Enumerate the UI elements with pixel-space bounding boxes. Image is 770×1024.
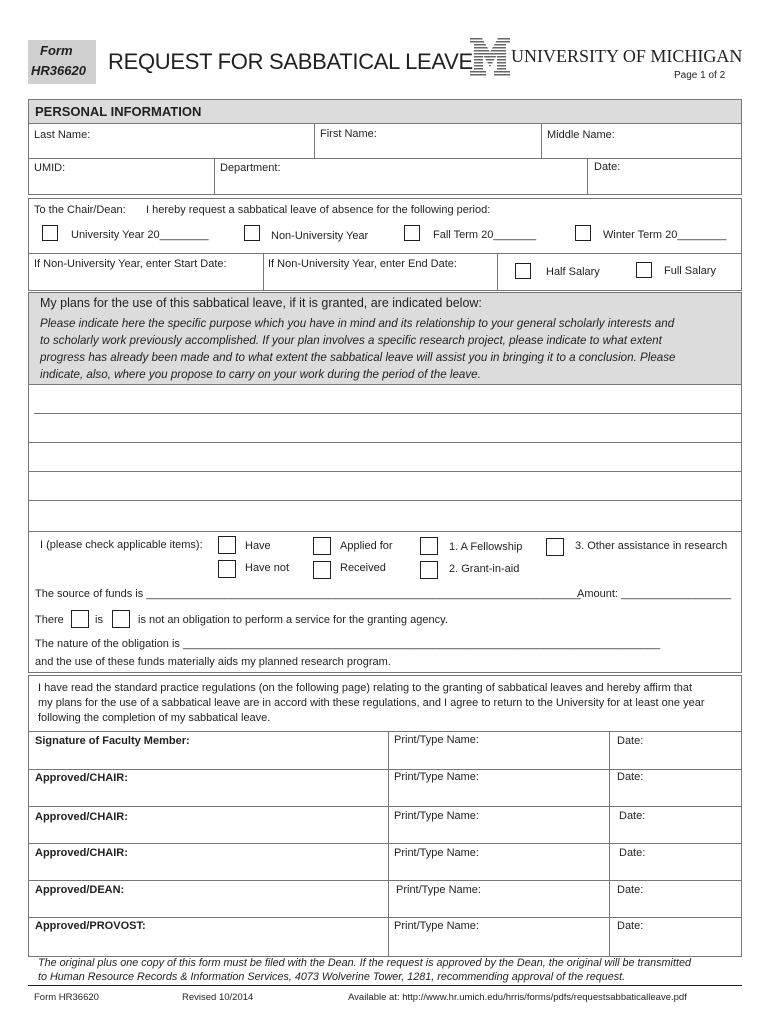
chair-signature-field[interactable] (29, 770, 387, 805)
date-label: Date: (594, 161, 621, 173)
winter-term-label: Winter Term 20________ (603, 229, 727, 241)
first-name-field[interactable] (315, 124, 540, 157)
full-salary-checkbox[interactable] (636, 262, 652, 278)
received-checkbox[interactable] (313, 561, 331, 579)
university-name: UNIVERSITY OF MICHIGAN (511, 46, 743, 66)
date-field[interactable] (588, 159, 741, 194)
have-not-checkbox[interactable] (218, 560, 236, 578)
personal-info-heading: PERSONAL INFORMATION (35, 104, 202, 119)
university-year-label: University Year 20________ (71, 229, 209, 241)
affirmation-text: following the completion of my sabbatical leave. (38, 712, 271, 724)
fellowship-checkbox[interactable] (420, 537, 438, 555)
other-assistance-label: 3. Other assistance in research (575, 540, 728, 552)
print-name-label: Print/Type Name: (394, 920, 479, 932)
applied-for-label: Applied for (340, 540, 393, 552)
filing-note: The original plus one copy of this form must be filed with the Dean. If the request is approved by the Dean, the original will be transmitted (38, 957, 691, 969)
footer-url[interactable]: Available at: http://www.hr.umich.edu/hrris/forms/pdfs/requestsabbaticalleave.pdf (348, 992, 687, 1003)
plans-instructions: to scholarly work previously accomplished. If your plan involves a specific research project, please indicate to what extent (40, 334, 662, 347)
print-name-label: Print/Type Name: (396, 884, 481, 896)
faculty-signature-label: Signature of Faculty Member: (35, 735, 190, 747)
provost-signature-field[interactable] (29, 918, 387, 956)
there-is-not-checkbox[interactable] (112, 610, 130, 628)
page-indicator: Page 1 of 2 (674, 70, 726, 81)
last-name-label: Last Name: (34, 129, 91, 141)
filing-note: to Human Resource Records & Information Services, 4073 Wolverine Tower, 1281, recommending approval of the request. (38, 971, 626, 983)
fellowship-label: 1. A Fellowship (449, 541, 523, 553)
col-divider (497, 253, 498, 291)
start-date-label: If Non-University Year, enter Start Date: (34, 258, 227, 270)
funding-section (28, 532, 742, 673)
have-label: Have (245, 540, 271, 552)
have-not-label: Have not (245, 562, 290, 574)
last-name-field[interactable] (29, 124, 313, 157)
umid-label: UMID: (34, 162, 66, 174)
non-university-year-checkbox[interactable] (244, 225, 260, 241)
grant-label: 2. Grant-in-aid (449, 563, 520, 575)
print-name-label: Print/Type Name: (394, 734, 479, 746)
writing-line (28, 500, 742, 501)
form-number: HR36620 (31, 63, 86, 78)
have-checkbox[interactable] (218, 536, 236, 554)
col-divider (609, 731, 610, 957)
use-of-funds-text: and the use of these funds materially aids my planned research program. (35, 656, 391, 668)
fall-term-checkbox[interactable] (404, 225, 420, 241)
start-date-field[interactable] (29, 254, 262, 290)
department-label: Department: (220, 162, 281, 174)
page-title: REQUEST FOR SABBATICAL LEAVE (108, 49, 473, 74)
chair-approval-label: Approved/CHAIR: (35, 772, 128, 784)
university-logo (470, 38, 510, 76)
fall-term-label: Fall Term 20_______ (433, 229, 537, 241)
print-name-label: Print/Type Name: (394, 847, 479, 859)
date-label: Date: (617, 884, 644, 896)
plans-heading: My plans for the use of this sabbatical leave, if it is granted, are indicated below: (40, 296, 482, 310)
plans-text-area[interactable] (29, 385, 741, 531)
provost-approval-label: Approved/PROVOST: (35, 920, 146, 932)
full-salary-label: Full Salary (664, 265, 716, 277)
chair-signature-field[interactable] (29, 807, 387, 842)
other-assistance-checkbox[interactable] (546, 538, 564, 556)
check-items-label: I (please check applicable items): (40, 539, 203, 551)
writing-line (28, 471, 742, 472)
grant-checkbox[interactable] (420, 561, 438, 579)
winter-term-checkbox[interactable] (575, 225, 591, 241)
col-divider (388, 731, 389, 957)
nature-of-obligation[interactable]: The nature of the obligation is ______________________________________________________________________________ (35, 638, 661, 650)
end-date-field[interactable] (264, 254, 496, 290)
half-salary-checkbox[interactable] (515, 263, 531, 279)
to-chair-label: To the Chair/Dean: (34, 204, 126, 216)
department-field[interactable] (215, 159, 586, 194)
source-of-funds[interactable]: The source of funds is _______________________________________________________________________ (35, 588, 581, 600)
date-label: Date: (619, 810, 646, 822)
university-year-checkbox[interactable] (42, 225, 58, 241)
amount-field[interactable]: Amount: __________________ (577, 588, 732, 600)
is-label: is (95, 614, 103, 626)
obligation-text: is not an obligation to perform a service for the granting agency. (138, 614, 448, 626)
middle-name-field[interactable] (542, 124, 741, 157)
date-label: Date: (617, 735, 644, 747)
date-label: Date: (617, 920, 644, 932)
chair-signature-field[interactable] (29, 844, 387, 879)
umid-field[interactable] (29, 159, 213, 194)
middle-name-label: Middle Name: (547, 129, 615, 141)
dean-signature-field[interactable] (29, 881, 387, 916)
footer-revised: Revised 10/2014 (182, 992, 254, 1003)
writing-line (28, 442, 742, 443)
form-label: Form (40, 43, 73, 58)
footer-form-number: Form HR36620 (34, 992, 99, 1003)
half-salary-label: Half Salary (546, 266, 600, 278)
end-date-label: If Non-University Year, enter End Date: (268, 258, 457, 270)
dean-approval-label: Approved/DEAN: (35, 884, 125, 896)
chair-approval-label: Approved/CHAIR: (35, 847, 128, 859)
non-university-year-label: Non-University Year (271, 230, 369, 242)
request-text: I hereby request a sabbatical leave of absence for the following period: (146, 204, 491, 216)
plans-instructions: indicate, also, where you propose to carry on your work during the period of the leave. (40, 368, 481, 381)
there-label: There (35, 614, 64, 626)
writing-line (34, 413, 742, 414)
plans-instructions: progress has already been made and to what extent the sabbatical leave will assist you in bringing it to a conclusion. Please (40, 351, 676, 364)
there-is-checkbox[interactable] (71, 610, 89, 628)
applied-for-checkbox[interactable] (313, 537, 331, 555)
received-label: Received (340, 562, 386, 574)
print-name-label: Print/Type Name: (394, 771, 479, 783)
plans-instructions: Please indicate here the specific purpose which you have in mind and its relationship to your general scholarly interests and (40, 317, 675, 330)
footer-divider (28, 985, 742, 986)
date-label: Date: (617, 771, 644, 783)
chair-approval-label: Approved/CHAIR: (35, 811, 128, 823)
affirmation-text: I have read the standard practice regulations (on the following page) relating to the granting of sabbatical leaves and hereby affirm that (38, 682, 693, 694)
faculty-signature-field[interactable] (29, 732, 387, 768)
date-label: Date: (619, 847, 646, 859)
affirmation-text: my plans for the use of a sabbatical leave are in accord with these regulations, and I agree to return to the University for at least one year (38, 697, 705, 709)
first-name-label: First Name: (320, 128, 377, 140)
print-name-label: Print/Type Name: (394, 810, 479, 822)
